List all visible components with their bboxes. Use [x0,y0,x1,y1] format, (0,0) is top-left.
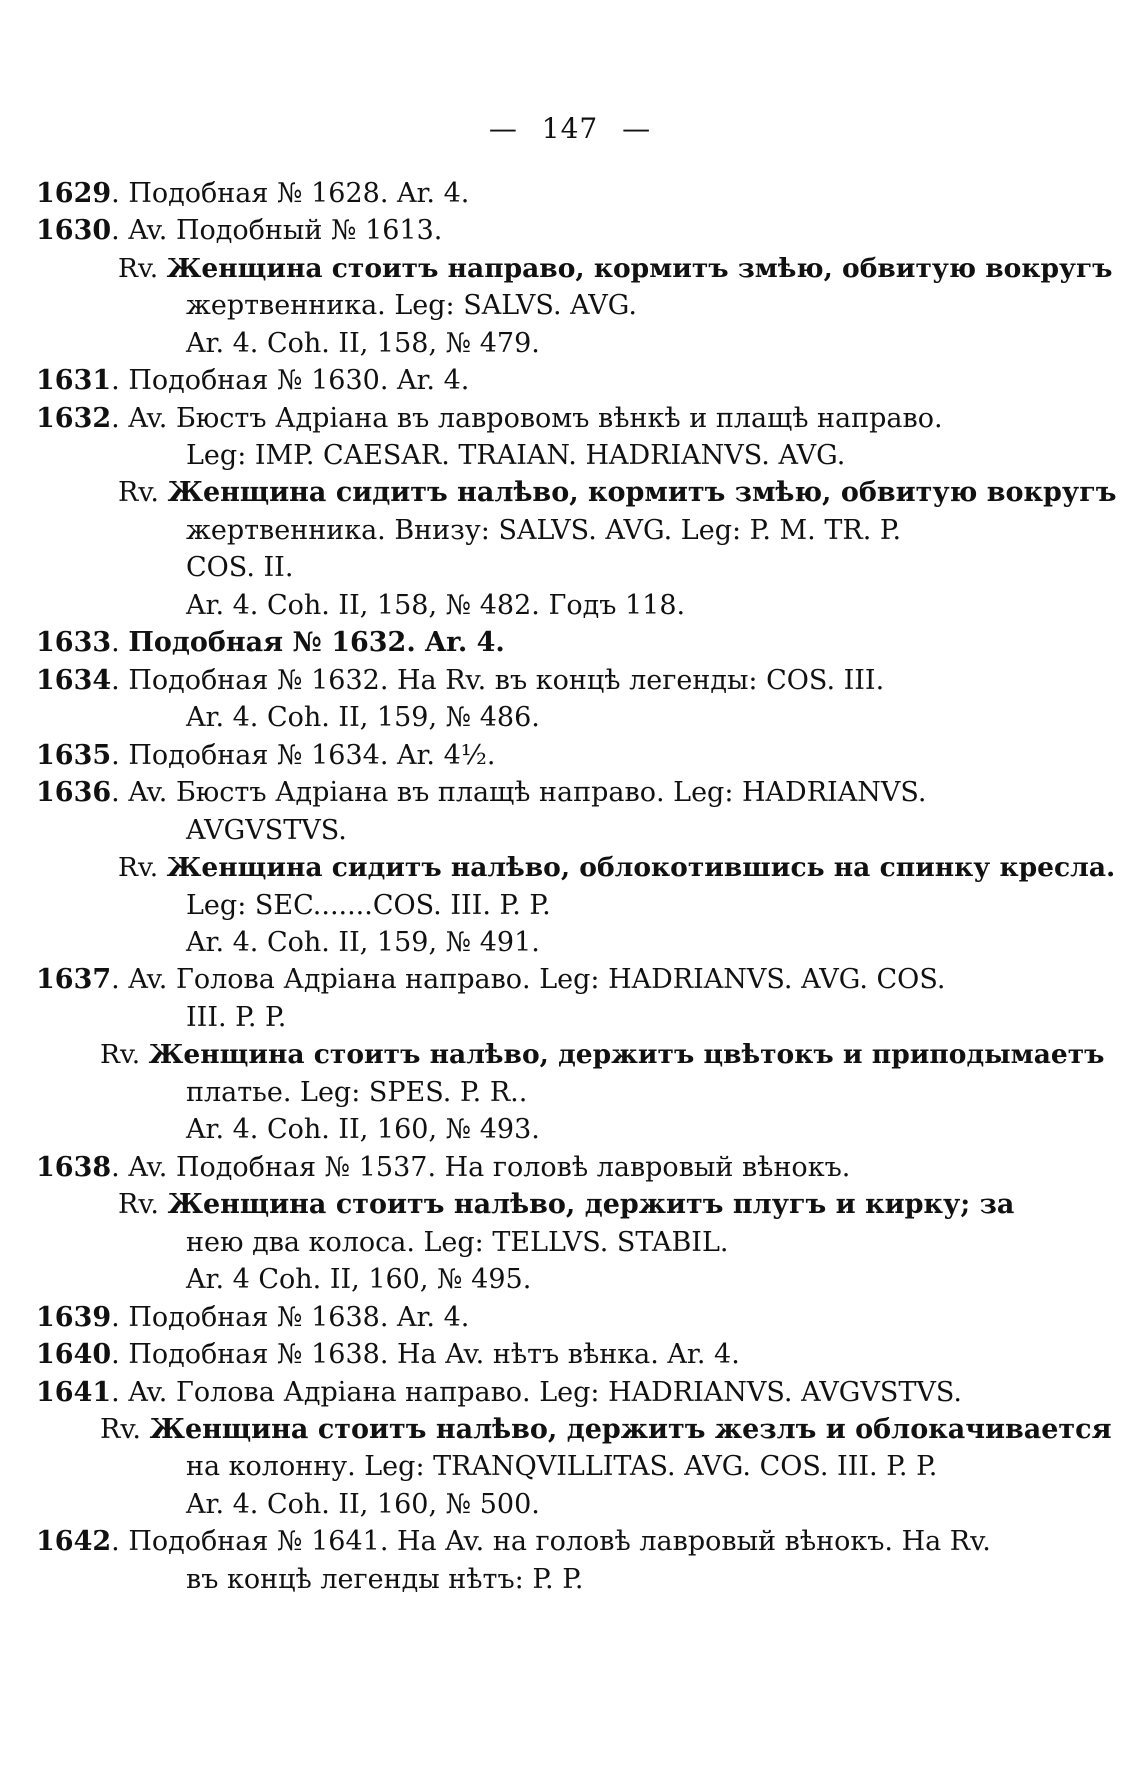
text-line: Leg: SEC.......COS. III. P. P. [186,890,551,921]
text-line: въ концѣ легенды нѣтъ: P. P. [186,1564,584,1595]
text-line: AVGVSTVS. [186,815,347,846]
entry-1633: 1633. Подобная № 1632. Ar. 4. [36,627,505,658]
text-line: жертвенника. Внизу: SALVS. AVG. Leg: P. M. TR. P. [186,515,902,546]
page-number: — 147 — [488,112,652,145]
entry-number: 1639 [36,1302,112,1333]
entry-number: 1642 [36,1526,112,1557]
entry-number: 1629 [36,178,112,209]
reverse-line: Rv. Женщина стоитъ налѣво, держитъ цвѣтокъ и приподымаетъ [100,1039,1105,1070]
text-line: нею два колоса. Leg: TELLVS. STABIL. [186,1227,729,1258]
entry-number: 1631 [36,365,112,396]
text-line: Ar. 4. Coh. II, 158, № 479. [186,328,540,359]
reverse-line: Rv. Женщина сидитъ налѣво, кормитъ змѣю, обвитую вокругъ [118,477,1117,508]
entry-1631: 1631. Подобная № 1630. Ar. 4. [36,365,470,396]
entry-number: 1634 [36,665,112,696]
entry-1641: 1641. Av. Голова Адріана направо. Leg: HADRIANVS. AVGVSTVS. [36,1377,962,1408]
entry-1642: 1642. Подобная № 1641. На Av. на головѣ лавровый вѣнокъ. На Rv. [36,1526,991,1557]
text-line: III. P. P. [186,1002,287,1033]
text-line: жертвенника. Leg: SALVS. AVG. [186,290,637,321]
entry-1630: 1630. Av. Подобный № 1613. [36,215,443,246]
reverse-line: Rv. Женщина стоитъ налѣво, держитъ жезлъ и облокачивается [100,1414,1112,1445]
text-line: на колонну. Leg: TRANQVILLITAS. AVG. COS. III. P. P. [186,1451,938,1482]
text-line: Leg: IMP. CAESAR. TRAIAN. HADRIANVS. AVG. [186,440,846,471]
entry-number: 1633 [36,627,112,658]
reverse-line: Rv. Женщина сидитъ налѣво, облокотившись на спинку кресла. [118,852,1116,883]
entry-1639: 1639. Подобная № 1638. Ar. 4. [36,1302,470,1333]
entry-1634: 1634. Подобная № 1632. На Rv. въ концѣ легенды: COS. III. [36,665,885,696]
reverse-line: Rv. Женщина стоитъ направо, кормитъ змѣю, обвитую вокругъ [118,253,1113,284]
entry-number: 1632 [36,403,112,434]
entry-number: 1637 [36,964,112,995]
entry-1637: 1637. Av. Голова Адріана направо. Leg: HADRIANVS. AVG. COS. [36,964,946,995]
text-line: Ar. 4. Coh. II, 160, № 493. [186,1114,540,1145]
text-line: платье. Leg: SPES. P. R.. [186,1077,528,1108]
entry-number: 1635 [36,740,112,771]
entry-1636: 1636. Av. Бюстъ Адріана въ плащѣ направо. Leg: HADRIANVS. [36,777,927,808]
reverse-line: Rv. Женщина стоитъ налѣво, держитъ плугъ и кирку; за [118,1189,1015,1220]
text-line: Ar. 4. Coh. II, 158, № 482. Годъ 118. [186,590,686,621]
entry-number: 1630 [36,215,112,246]
entry-1640: 1640. Подобная № 1638. На Av. нѣтъ вѣнка. Ar. 4. [36,1339,740,1370]
entry-1638: 1638. Av. Подобная № 1537. На головѣ лавровый вѣнокъ. [36,1152,851,1183]
text-line: Ar. 4 Coh. II, 160, № 495. [186,1264,532,1295]
text-line: Ar. 4. Coh. II, 159, № 486. [186,702,540,733]
text-line: Ar. 4. Coh. II, 160, № 500. [186,1489,540,1520]
text-line: Ar. 4. Coh. II, 159, № 491. [186,927,540,958]
entry-1632: 1632. Av. Бюстъ Адріана въ лавровомъ вѣнкѣ и плащѣ направо. [36,403,943,434]
entry-1629: 1629. Подобная № 1628. Ar. 4. [36,178,470,209]
entry-number: 1638 [36,1152,112,1183]
entry-1635: 1635. Подобная № 1634. Ar. 4½. [36,740,496,771]
entry-number: 1636 [36,777,112,808]
text-line: COS. II. [186,552,294,583]
entry-number: 1640 [36,1339,112,1370]
entry-number: 1641 [36,1377,112,1408]
